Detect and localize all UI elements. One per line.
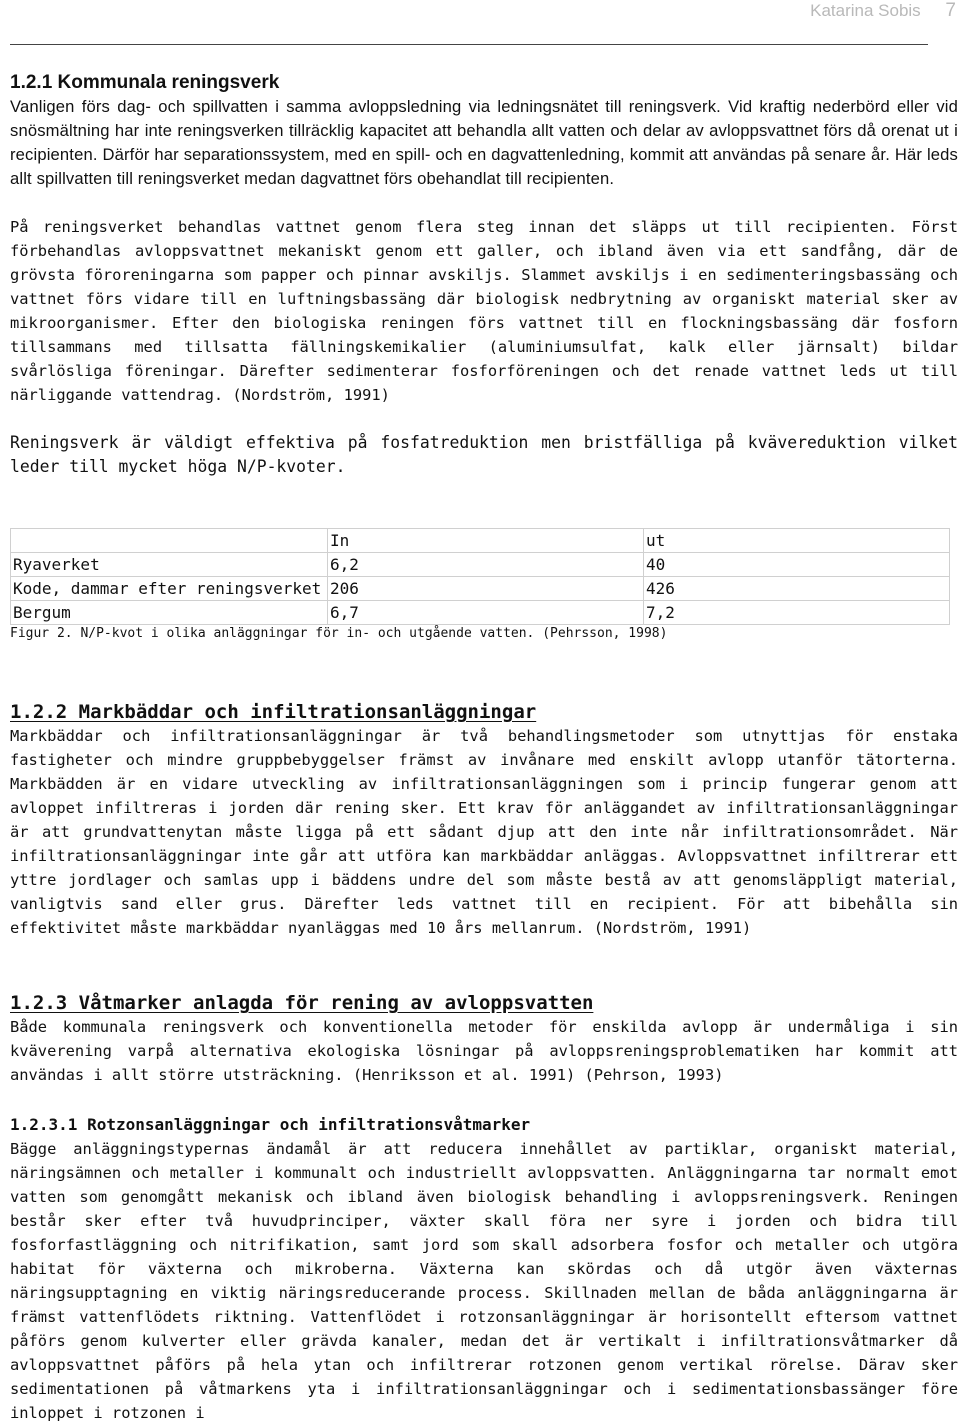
paragraph: Markbäddar och infiltrationsanläggningar är två behandlingsmetoder som utnyttjas för enstaka fastigheter och mindre gruppbebyggelser främst av invånare med enskilt avlopp utanför tätorterna. Markbädden är en vidare utveckling av infiltrationsanläggningen som i princip fungerar genom att avloppet infiltreras i jorden där rening sker. Ett krav för anläggandet av infiltrationsanläggningar är att grundvattenytan måste ligga på ett sådant djup att den inte når infiltrationsområdet. När infiltrationsanläggningar inte går att utföra kan markbäddar anläggas. Avloppsvattnet infiltrerar ett yttre jordlager och samlas upp i bäddens undre del som måste bestå av att genomsläppligt material, vanligtvis sand eller grus. Därefter leds vattnet till en recipient. För att bibehålla sin effektivitet måste markbäddar nyanläggas med 10 års mellanrum. (Nordström, 1991)	[10, 727, 958, 937]
paragraph: Både kommunala reningsverk och konventionella metoder för enskilda avlopp är undermåliga i sin kväverening varpå alternativa ekologiska lösningar på avloppsreningsproblematiken har kommit att användas i allt större utsträckning. (Henriksson et al. 1991) (Pehrson, 1993)	[10, 1018, 958, 1084]
section-heading: 1.2.2 Markbäddar och infiltrationsanläggningar	[10, 701, 537, 723]
table-cell: Ryaverket	[11, 553, 328, 577]
table-cell: 7,2	[644, 601, 950, 625]
table-row	[11, 601, 950, 625]
subsection-heading: 1.2.3.1 Rotzonsanläggningar och infiltrationsvåtmarker	[10, 1115, 531, 1134]
np-ratio-table-block	[10, 528, 958, 643]
np-ratio-table	[10, 528, 950, 625]
table-header-cell: ut	[644, 529, 950, 553]
paragraph: Bägge anläggningstypernas ändamål är att reducera innehållet av partiklar, organiskt material, näringsämnen och metaller i kommunalt och industriellt avloppsvatten. Anläggningarna tar normalt emot vatten som genomgått mekanisk och ibland även biologisk behandling i avloppsreningsverk. Reningen består sker efter två huvudprinciper, växter skall föra ner syre i jorden och bidra till fosforfastläggning och nitrifikation, samt jord som skall adsorbera fosfor och metaller och utgöra habitat för växterna och mikroberna. Växterna kan skördas och då utgör även växternas näringsupptagning en viktig näringsreducerande process. Skillnaden mellan de båda anläggningarna är främst vattenflödets riktning. Vattenflödet i rotzonsanläggningar är horisontellt eftersom vattnet påförs genom kulverter eller grävda kanaler, medan det är vertikalt i infiltrationsvåtmarker då avloppsvattnet påförs på hela ytan och infiltrerar rotzonen genom vertikal rörelse. Därav sker sedimentationen på våtmarkens yta i infiltrationsanläggningar och i sedimentationsbassänger före inloppet i rotzonen i	[10, 1140, 958, 1422]
table-cell: Kode, dammar efter reningsverket	[11, 577, 328, 601]
table-cell: 206	[328, 577, 644, 601]
header-author: Katarina Sobis	[810, 1, 921, 20]
table-cell: 40	[644, 553, 950, 577]
figure-caption: Figur 2. N/P-kvot i olika anläggningar för in- och utgående vatten. (Pehrsson, 1998)	[10, 626, 668, 641]
section-1-2-1	[10, 71, 958, 479]
table-header-row	[11, 529, 950, 553]
paragraph: Reningsverk är väldigt effektiva på fosfatreduktion men bristfälliga på kvävereduktion vilket leder till mycket höga N/P-kvoter.	[10, 433, 958, 476]
table-cell: Bergum	[11, 601, 328, 625]
table-header-cell	[11, 529, 328, 553]
section-heading: 1.2.1 Kommunala reningsverk	[10, 72, 280, 93]
paragraph: Vanligen förs dag- och spillvatten i samma avloppsledning via ledningsnätet till reningsverk. Vid kraftig nederbörd eller vid snösmältning har inte reningsverken tillräcklig kapacitet att behandla allt vatten och delar av avloppsvattnet förs då orenat ut i recipienten. Därför har separationssystem, med en spill- och en dagvattenledning, kommit att användas på senare år. Här leds allt spillvatten till reningsverket medan dagvattnet förs obehandlat till recipienten.	[10, 97, 958, 188]
table-cell: 426	[644, 577, 950, 601]
table-cell: 6,2	[328, 553, 644, 577]
page-number: 7	[945, 0, 956, 21]
paragraph: På reningsverket behandlas vattnet genom flera steg innan det släpps ut till recipienten. Först förbehandlas avloppsvattnet mekaniskt genom ett galler, och ibland även via ett sandfång, där de grövsta föroreningarna som papper och pinnar avskiljs. Slammet avskiljs i en sedimenteringsbassäng och vattnet förs vidare till en luftningsbassäng där biologisk nedbrytning av organiskt material sker av mikroorganismer. Efter den biologiska reningen förs vattnet till en flockningsbassäng där fosforn tillsammans med tillsatta fällningskemikalier (aluminiumsulfat, kalk eller järnsalt) bildar svårlösliga föreningar. Därefter sedimenterar fosforföreningen och det renade vattnet leds ut till närliggande vattendrag. (Nordström, 1991)	[10, 218, 958, 404]
table-header-cell: In	[328, 529, 644, 553]
section-1-2-2	[10, 700, 958, 940]
table-row	[11, 553, 950, 577]
section-1-2-3-1	[10, 1113, 958, 1425]
page-header	[810, 0, 956, 20]
header-divider	[10, 44, 928, 45]
table-row	[11, 577, 950, 601]
table-cell: 6,7	[328, 601, 644, 625]
section-heading: 1.2.3 Våtmarker anlagda för rening av avloppsvatten	[10, 992, 594, 1014]
section-1-2-3	[10, 991, 958, 1087]
